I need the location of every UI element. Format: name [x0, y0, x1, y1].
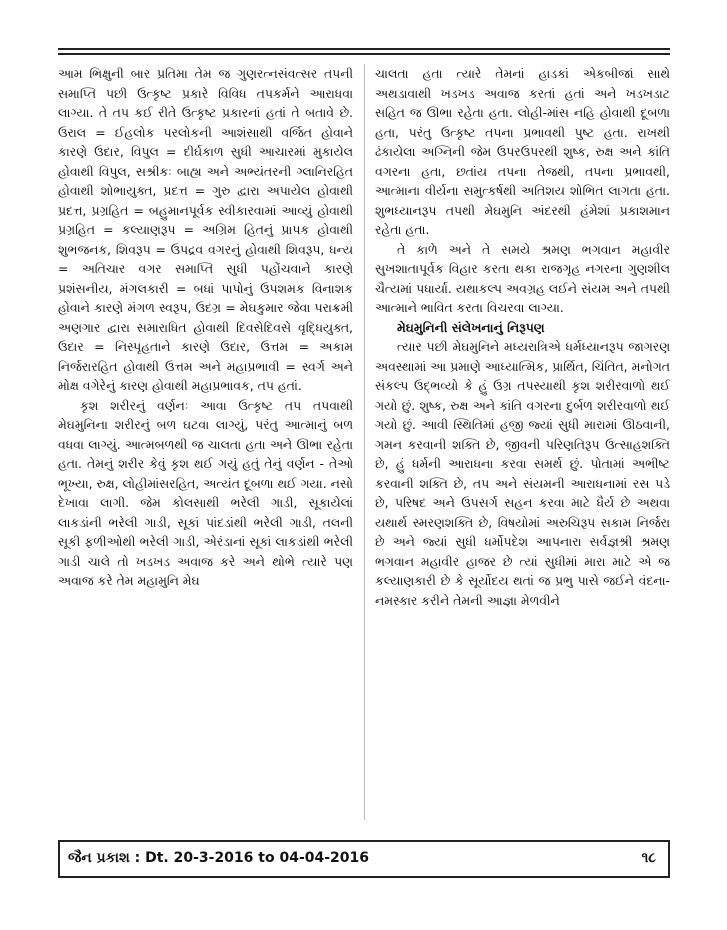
paragraph-sanlekhana: ત્યાર પછી મેઘમુનિને મધ્યરાત્રિએ ધર્મધ્યાનરૂપ જાગરણ અવસ્થામાં આ પ્રમાણે આધ્યાત્મિક, પ્રાર્થિત, ચિંતિત, મનોગત સંકલ્પ ઉદ્‌ભવ્યો કે હું ઉગ્ર તપસ્યાથી કૃશ શરીરવાળો થઈ ગયો છું. શુષ્ક, રુક્ષ અને કાંતિ વગરના દુર્બળ શરીરવાળો થઈ ગયો છું. આવી સ્થિતિમાં હજી જ્યાં સુધી મારામાં ઊઠવાની, ગમન કરવાની શક્તિ છે, જીવની પરિણતિરૂપ ઉત્સાહશક્તિ છે, હું ધર્મની આરાધના કરવા સમર્થ છું. પોતામાં અભીષ્ટ કરવાની શક્તિ છે, તપ અને સંયમની આરાધનામાં રસ પડે છે, પરિષદ અને ઉપસર્ગ સહન કરવા માટે ધૈર્ય છે અથવા યથાર્થ સ્મરણશક્તિ છે, વિષયોમાં અરુચિરૂપ સકામ નિર્જરા છે અને જ્યાં સુધી ધર્મોપદેશ આપનારા સર્વજ્ઞશ્રી શ્રમણ ભગવાન મહાવીર હાજર છે ત્યાં સુધીમાં મારા માટે એ જ કલ્યાણકારી છે કે સૂર્યોદય થતાં જ પ્રભુ પાસે જઈને વંદના-નમસ્કાર કરીને તેમની આજ્ઞા મેળવીને: [375, 339, 670, 608]
paragraph-tap-description: આમ ભિક્ષુની બાર પ્રતિમા તેમ જ ગુણરત્નસંવત્સર તપની સમાપ્તિ પછી ઉત્કૃષ્ટ પ્રકારે વિવિધ તપકર્મને આરાધવા લાગ્યા. તે તપ કઈ રીતે ઉત્કૃષ્ટ પ્રકારનાં હતાં તે બતાવે છે. ઉરાલ = ઈહલોક પરલોકની આશંસાથી વર્જિત હોવાને કારણે ઉદાર, વિપુલ = દીર્ઘકાળ સુધી આચારમાં મુકાયેલ હોવાથી વિપુલ, સશ્રીકઃ બાહ્ય અને અભ્યંતરની ગ્લાનિરહિત હોવાથી શોભાયુક્ત, પ્રદત્ત = ગુરુ દ્વારા અપાયેલ હોવાથી પ્રદત્ત, પ્રગ્રહિત = બહુમાનપૂર્વક સ્વીકારવામાં આવ્યું હોવાથી પ્રગ્રહિત = કલ્યાણરૂપ = અગ્રિમ હિતનું પ્રાપક હોવાથી શુભજનક, શિવરૂપ = ઉપદ્રવ વગરનું હોવાથી શિવરૂપ, ધન્ય = અતિચાર વગર સમાપ્તિ સુધી પહોંચવાને કારણે પ્રશંસનીય, મંગલકારી = બધાં પાપોનું ઉપશમક વિનાશક હોવાને કારણે મંગળ સ્વરૂપ, ઉદગ્ર = મેઘકુમાર જેવા પરાક્રમી અણગાર દ્વારા સમારાધિત હોવાથી દિવસેદિવસે વૃદ્ધિયુક્ત, ઉદાર = નિસ્પૃહતાને કારણે ઉદાર, ઉત્તમ = અકામ નિર્જરારહિત હોવાથી ઉત્તમ અને મહાપ્રભાવી = સ્વર્ગ અને મોક્ષ વગેરેનું કારણ હોવાથી મહાપ્રભાવક, તપ હતાં.: [58, 66, 353, 393]
header-rule-bottom: [58, 53, 670, 55]
right-column: [375, 64, 670, 610]
paragraph-mahavir-arrival: તે કાળે અને તે સમયે શ્રમણ ભગવાન મહાવીર સુખશાતાપૂર્વક વિહાર કરતા થકા રાજગૃહ નગરના ગુણશીલ ચૈત્યમાં પધાર્યા. યથાકલ્પ અવગ્રહ લઈને સંયમ અને તપથી આત્માને ભાવિત કરતા વિચરવા લાગ્યા.: [375, 241, 670, 315]
paragraph-meghmuni-body: ચાલતા હતા ત્યારે તેમનાં હાડકાં એકબીજાં સાથે અથડાવાથી ખડખડ અવાજ કરતાં હતાં અને ખડખડાટ સહિત જ ઊભા રહેતા હતા. લોહી-માંસ નહિ હોવાથી દૂબળા હતા, પરંતુ ઉત્કૃષ્ટ તપના પ્રભાવથી પુષ્ટ હતા. રાખથી ઢંકાયેલા અગ્નિની જેમ ઉપરઉપરથી શુષ્ક, રુક્ષ અને કાંતિ વગરના હતા, છતાંય તપના તેજથી, તપના પ્રભાવથી, આત્માના વીર્યના સમુત્કર્ષથી અતિશય શોભિત લાગતા હતા. શુભધ્યાનરૂપ તપથી મેઘમુનિ અંદરથી હંમેશાં પ્રકાશમાન રહેતા હતા.: [375, 66, 670, 237]
section-heading-sanlekhana: મેઘમુનિની સંલેખનાનું નિરૂપણ: [397, 319, 545, 335]
column-divider: [364, 64, 365, 820]
paragraph-krish-sharir: કૃશ શરીરનું વર્ણનઃ આવા ઉત્કૃષ્ટ તપ તપવાથી મેઘમુનિના શરીરનું બળ ઘટવા લાગ્યું, પરંતુ આત્માનું બળ વધવા લાગ્યું. આત્મબળથી જ ચાલતા હતા અને ઊભા રહેતા હતા. તેમનું શરીર કેવું કૃશ થઈ ગયું હતું તેનું વર્ણન - તેઓ ભૂખ્યા, રુક્ષ, લોહીમાંસરહિત, અત્યંત દૂબળા થઈ ગયા. નસો દેખાવા લાગી. જેમ કોલસાથી ભરેલી ગાડી, સૂકાયેલાં લાકડાંની ભરેલી ગાડી, સૂકાં પાંદડાંથી ભરેલી ગાડી, તલની સૂકી ફળીઓથી ભરેલી ગાડી, એરંડાનાં સૂકાં લાકડાંથી ભરેલી ગાડી ચાલે તો ખડખડ અવાજ કરે અને થોભે ત્યારે પણ અવાજ કરે તેમ મહામુનિ મેઘ: [58, 397, 353, 588]
left-column: [58, 64, 353, 591]
header-rule-top: [58, 48, 670, 50]
footer-publication: જૈન પ્રકાશ : Dt. 20-3-2016 to 04-04-2016: [68, 850, 370, 866]
page-number: ૧૮: [641, 850, 656, 866]
footer: [58, 840, 670, 878]
